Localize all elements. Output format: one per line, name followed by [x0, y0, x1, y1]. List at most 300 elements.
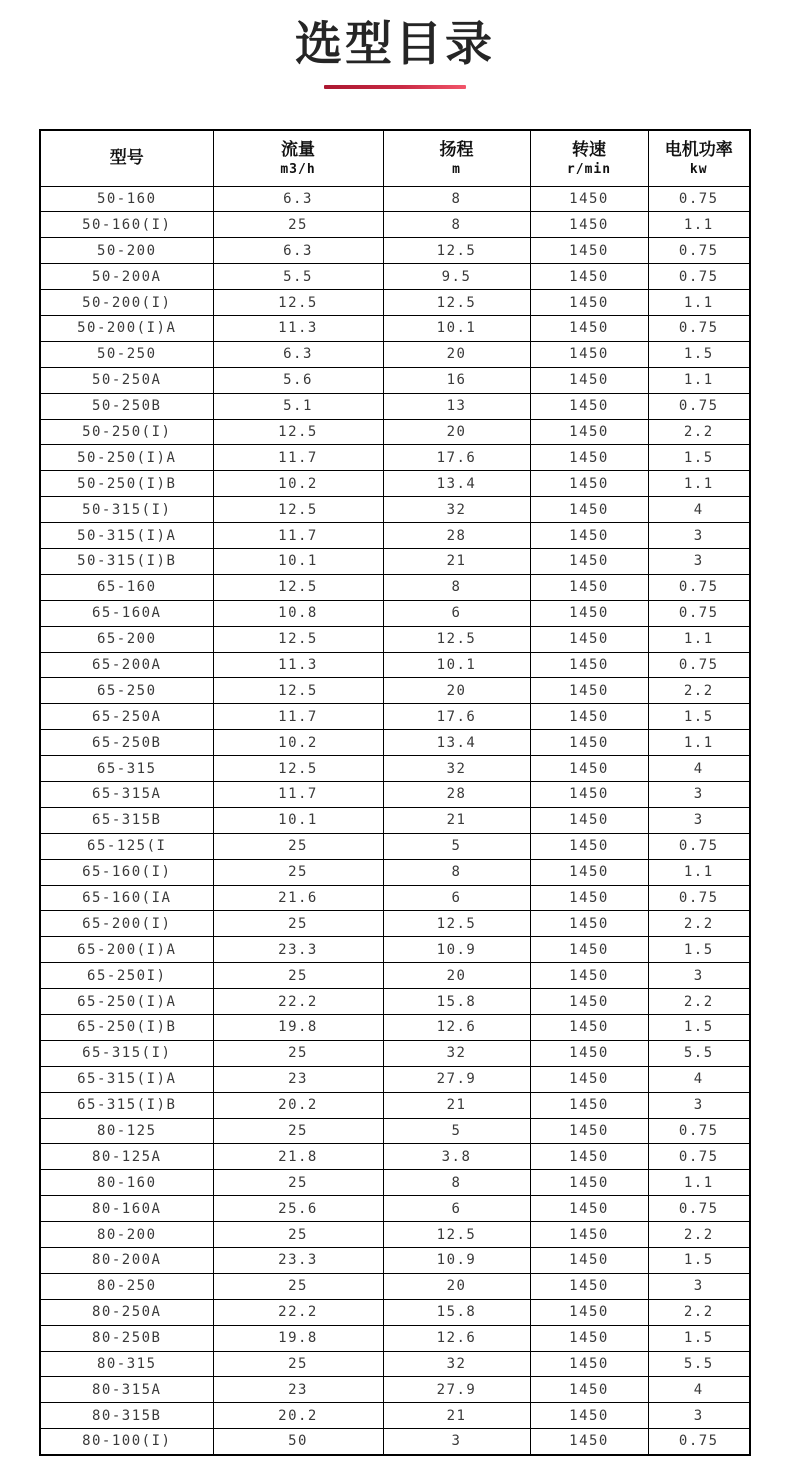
cell-head: 13.4 — [383, 730, 530, 756]
table-row — [40, 626, 750, 652]
table-row — [40, 781, 750, 807]
cell-power: 4 — [648, 1377, 750, 1403]
table-row — [40, 1222, 750, 1248]
table-row — [40, 1040, 750, 1066]
cell-model: 50-250 — [40, 341, 213, 367]
cell-model: 65-315 — [40, 756, 213, 782]
cell-speed: 1450 — [530, 807, 648, 833]
cell-head: 6 — [383, 1196, 530, 1222]
cell-power: 2.2 — [648, 1299, 750, 1325]
cell-power: 0.75 — [648, 833, 750, 859]
cell-head: 6 — [383, 885, 530, 911]
cell-power: 1.1 — [648, 367, 750, 393]
cell-power: 1.5 — [648, 1325, 750, 1351]
cell-flow: 23.3 — [213, 937, 383, 963]
cell-speed: 1450 — [530, 1377, 648, 1403]
cell-head: 20 — [383, 341, 530, 367]
cell-head: 9.5 — [383, 264, 530, 290]
cell-flow: 11.3 — [213, 652, 383, 678]
cell-model: 50-160 — [40, 186, 213, 212]
table-row — [40, 1377, 750, 1403]
table-row — [40, 1351, 750, 1377]
table-row — [40, 730, 750, 756]
cell-flow: 25 — [213, 1273, 383, 1299]
table-row — [40, 600, 750, 626]
col-header-unit: kw — [689, 161, 708, 177]
table-row — [40, 652, 750, 678]
cell-flow: 12.5 — [213, 497, 383, 523]
cell-head: 16 — [383, 367, 530, 393]
col-header-power — [648, 130, 750, 186]
cell-head: 5 — [383, 833, 530, 859]
cell-model: 65-200 — [40, 626, 213, 652]
cell-model: 80-315A — [40, 1377, 213, 1403]
table-row — [40, 1273, 750, 1299]
cell-flow: 22.2 — [213, 989, 383, 1015]
cell-model: 80-250A — [40, 1299, 213, 1325]
table-header-row — [40, 130, 750, 186]
cell-flow: 25 — [213, 1351, 383, 1377]
cell-flow: 25.6 — [213, 1196, 383, 1222]
cell-model: 80-200A — [40, 1248, 213, 1274]
cell-flow: 12.5 — [213, 756, 383, 782]
cell-power: 0.75 — [648, 652, 750, 678]
cell-flow: 20.2 — [213, 1092, 383, 1118]
cell-head: 13 — [383, 393, 530, 419]
cell-power: 0.75 — [648, 1429, 750, 1455]
cell-power: 2.2 — [648, 989, 750, 1015]
cell-model: 65-315(I)B — [40, 1092, 213, 1118]
cell-speed: 1450 — [530, 497, 648, 523]
cell-head: 12.6 — [383, 1325, 530, 1351]
cell-power: 1.1 — [648, 290, 750, 316]
cell-speed: 1450 — [530, 1015, 648, 1041]
cell-flow: 25 — [213, 212, 383, 238]
table-row — [40, 937, 750, 963]
cell-speed: 1450 — [530, 1403, 648, 1429]
cell-head: 21 — [383, 1403, 530, 1429]
cell-model: 80-100(I) — [40, 1429, 213, 1455]
cell-head: 10.1 — [383, 315, 530, 341]
table-body — [40, 186, 750, 1455]
table-row — [40, 367, 750, 393]
cell-head: 8 — [383, 859, 530, 885]
cell-model: 65-315B — [40, 807, 213, 833]
col-header-speed — [530, 130, 648, 186]
cell-head: 15.8 — [383, 989, 530, 1015]
table-row — [40, 1248, 750, 1274]
cell-model: 65-200(I)A — [40, 937, 213, 963]
cell-flow: 21.8 — [213, 1144, 383, 1170]
cell-head: 8 — [383, 1170, 530, 1196]
table-header — [40, 130, 750, 186]
table-row — [40, 264, 750, 290]
cell-speed: 1450 — [530, 1196, 648, 1222]
cell-flow: 10.1 — [213, 807, 383, 833]
cell-model: 65-250A — [40, 704, 213, 730]
table-row — [40, 1325, 750, 1351]
cell-flow: 6.3 — [213, 186, 383, 212]
cell-model: 50-250(I) — [40, 419, 213, 445]
cell-head: 27.9 — [383, 1066, 530, 1092]
cell-speed: 1450 — [530, 264, 648, 290]
cell-speed: 1450 — [530, 989, 648, 1015]
cell-power: 1.5 — [648, 445, 750, 471]
cell-head: 12.6 — [383, 1015, 530, 1041]
cell-speed: 1450 — [530, 1299, 648, 1325]
cell-head: 27.9 — [383, 1377, 530, 1403]
table-row — [40, 704, 750, 730]
table-row — [40, 548, 750, 574]
cell-speed: 1450 — [530, 678, 648, 704]
cell-speed: 1450 — [530, 626, 648, 652]
cell-power: 0.75 — [648, 1118, 750, 1144]
cell-head: 5 — [383, 1118, 530, 1144]
cell-flow: 10.8 — [213, 600, 383, 626]
cell-head: 28 — [383, 781, 530, 807]
cell-speed: 1450 — [530, 471, 648, 497]
cell-head: 32 — [383, 756, 530, 782]
cell-power: 0.75 — [648, 574, 750, 600]
cell-power: 5.5 — [648, 1040, 750, 1066]
cell-flow: 20.2 — [213, 1403, 383, 1429]
cell-speed: 1450 — [530, 833, 648, 859]
cell-speed: 1450 — [530, 1351, 648, 1377]
table-row — [40, 341, 750, 367]
cell-model: 65-315(I) — [40, 1040, 213, 1066]
table-row — [40, 989, 750, 1015]
cell-speed: 1450 — [530, 652, 648, 678]
cell-speed: 1450 — [530, 1222, 648, 1248]
col-header-label: 扬程 — [439, 140, 474, 161]
table-row — [40, 1196, 750, 1222]
cell-speed: 1450 — [530, 315, 648, 341]
cell-head: 17.6 — [383, 704, 530, 730]
cell-power: 1.1 — [648, 471, 750, 497]
cell-head: 8 — [383, 574, 530, 600]
cell-model: 50-250(I)A — [40, 445, 213, 471]
cell-model: 80-160 — [40, 1170, 213, 1196]
col-header-flow — [213, 130, 383, 186]
cell-speed: 1450 — [530, 238, 648, 264]
cell-speed: 1450 — [530, 1325, 648, 1351]
table-row — [40, 911, 750, 937]
cell-model: 65-160 — [40, 574, 213, 600]
cell-speed: 1450 — [530, 911, 648, 937]
cell-model: 50-315(I) — [40, 497, 213, 523]
cell-flow: 5.1 — [213, 393, 383, 419]
cell-model: 65-250B — [40, 730, 213, 756]
cell-power: 1.5 — [648, 1248, 750, 1274]
cell-flow: 12.5 — [213, 626, 383, 652]
table-row — [40, 574, 750, 600]
cell-model: 50-250B — [40, 393, 213, 419]
cell-power: 4 — [648, 1066, 750, 1092]
col-header-label: 流量 — [281, 140, 315, 161]
cell-head: 8 — [383, 186, 530, 212]
cell-power: 1.1 — [648, 730, 750, 756]
cell-head: 32 — [383, 1040, 530, 1066]
cell-flow: 12.5 — [213, 678, 383, 704]
cell-power: 3 — [648, 1273, 750, 1299]
cell-power: 0.75 — [648, 600, 750, 626]
cell-head: 3.8 — [383, 1144, 530, 1170]
cell-power: 3 — [648, 1092, 750, 1118]
cell-power: 0.75 — [648, 393, 750, 419]
table-row — [40, 212, 750, 238]
cell-head: 3 — [383, 1429, 530, 1455]
cell-head: 10.9 — [383, 1248, 530, 1274]
cell-flow: 23 — [213, 1066, 383, 1092]
cell-flow: 25 — [213, 911, 383, 937]
cell-model: 65-250I) — [40, 963, 213, 989]
table-row — [40, 1118, 750, 1144]
cell-speed: 1450 — [530, 290, 648, 316]
table-row — [40, 1170, 750, 1196]
cell-speed: 1450 — [530, 445, 648, 471]
cell-speed: 1450 — [530, 1429, 648, 1455]
cell-power: 1.1 — [648, 212, 750, 238]
cell-model: 65-250(I)A — [40, 989, 213, 1015]
cell-model: 50-200A — [40, 264, 213, 290]
cell-model: 50-315(I)B — [40, 548, 213, 574]
cell-flow: 11.7 — [213, 781, 383, 807]
cell-model: 50-200 — [40, 238, 213, 264]
cell-flow: 21.6 — [213, 885, 383, 911]
cell-flow: 50 — [213, 1429, 383, 1455]
cell-model: 65-200(I) — [40, 911, 213, 937]
cell-power: 1.1 — [648, 859, 750, 885]
cell-flow: 5.5 — [213, 264, 383, 290]
cell-model: 80-250B — [40, 1325, 213, 1351]
cell-model: 80-125A — [40, 1144, 213, 1170]
cell-power: 1.5 — [648, 1015, 750, 1041]
cell-model: 80-315 — [40, 1351, 213, 1377]
cell-model: 65-315A — [40, 781, 213, 807]
table-row — [40, 859, 750, 885]
cell-flow: 10.2 — [213, 471, 383, 497]
cell-model: 50-200(I)A — [40, 315, 213, 341]
cell-model: 50-160(I) — [40, 212, 213, 238]
table-row — [40, 1299, 750, 1325]
cell-power: 0.75 — [648, 1196, 750, 1222]
cell-flow: 11.3 — [213, 315, 383, 341]
cell-head: 28 — [383, 523, 530, 549]
cell-model: 65-315(I)A — [40, 1066, 213, 1092]
cell-head: 13.4 — [383, 471, 530, 497]
cell-model: 80-160A — [40, 1196, 213, 1222]
cell-speed: 1450 — [530, 730, 648, 756]
cell-power: 3 — [648, 963, 750, 989]
table-row — [40, 419, 750, 445]
cell-speed: 1450 — [530, 937, 648, 963]
cell-power: 0.75 — [648, 315, 750, 341]
cell-model: 65-250(I)B — [40, 1015, 213, 1041]
table-row — [40, 1144, 750, 1170]
table-row — [40, 756, 750, 782]
cell-power: 5.5 — [648, 1351, 750, 1377]
cell-head: 6 — [383, 600, 530, 626]
table-row — [40, 445, 750, 471]
cell-flow: 10.1 — [213, 548, 383, 574]
cell-model: 65-125(I — [40, 833, 213, 859]
cell-flow: 11.7 — [213, 523, 383, 549]
cell-speed: 1450 — [530, 1066, 648, 1092]
cell-head: 10.9 — [383, 937, 530, 963]
cell-power: 0.75 — [648, 1144, 750, 1170]
table-row — [40, 678, 750, 704]
cell-speed: 1450 — [530, 523, 648, 549]
cell-speed: 1450 — [530, 704, 648, 730]
cell-model: 65-250 — [40, 678, 213, 704]
table-row — [40, 807, 750, 833]
table-row — [40, 497, 750, 523]
cell-speed: 1450 — [530, 963, 648, 989]
cell-power: 4 — [648, 497, 750, 523]
cell-head: 20 — [383, 419, 530, 445]
cell-power: 0.75 — [648, 264, 750, 290]
cell-speed: 1450 — [530, 756, 648, 782]
cell-head: 20 — [383, 1273, 530, 1299]
cell-model: 65-160A — [40, 600, 213, 626]
cell-power: 0.75 — [648, 885, 750, 911]
cell-speed: 1450 — [530, 419, 648, 445]
cell-speed: 1450 — [530, 781, 648, 807]
cell-power: 1.1 — [648, 626, 750, 652]
cell-flow: 19.8 — [213, 1015, 383, 1041]
table-row — [40, 471, 750, 497]
cell-model: 50-200(I) — [40, 290, 213, 316]
cell-flow: 12.5 — [213, 290, 383, 316]
cell-flow: 25 — [213, 1170, 383, 1196]
cell-power: 3 — [648, 548, 750, 574]
cell-flow: 23.3 — [213, 1248, 383, 1274]
cell-flow: 11.7 — [213, 445, 383, 471]
cell-flow: 6.3 — [213, 238, 383, 264]
cell-flow: 25 — [213, 1222, 383, 1248]
table-row — [40, 186, 750, 212]
cell-power: 1.1 — [648, 1170, 750, 1196]
col-header-unit: m3/h — [280, 161, 316, 177]
cell-speed: 1450 — [530, 1273, 648, 1299]
col-header-model — [40, 130, 213, 186]
cell-power: 1.5 — [648, 341, 750, 367]
cell-speed: 1450 — [530, 1248, 648, 1274]
table-row — [40, 1403, 750, 1429]
cell-head: 21 — [383, 1092, 530, 1118]
cell-flow: 5.6 — [213, 367, 383, 393]
table-row — [40, 833, 750, 859]
cell-speed: 1450 — [530, 341, 648, 367]
cell-model: 50-315(I)A — [40, 523, 213, 549]
cell-flow: 23 — [213, 1377, 383, 1403]
table-row — [40, 1092, 750, 1118]
cell-power: 4 — [648, 756, 750, 782]
cell-model: 65-160(I) — [40, 859, 213, 885]
col-header-label: 转速 — [572, 140, 606, 161]
cell-speed: 1450 — [530, 1040, 648, 1066]
cell-flow: 22.2 — [213, 1299, 383, 1325]
cell-speed: 1450 — [530, 574, 648, 600]
cell-speed: 1450 — [530, 600, 648, 626]
cell-power: 2.2 — [648, 678, 750, 704]
cell-model: 80-200 — [40, 1222, 213, 1248]
cell-head: 12.5 — [383, 911, 530, 937]
cell-speed: 1450 — [530, 1092, 648, 1118]
col-header-label: 型号 — [109, 148, 144, 169]
cell-flow: 25 — [213, 1040, 383, 1066]
cell-head: 12.5 — [383, 1222, 530, 1248]
cell-model: 65-200A — [40, 652, 213, 678]
cell-power: 1.5 — [648, 704, 750, 730]
table-row — [40, 1066, 750, 1092]
cell-power: 2.2 — [648, 1222, 750, 1248]
table-row — [40, 315, 750, 341]
cell-speed: 1450 — [530, 885, 648, 911]
pump-selection-table — [39, 129, 751, 1456]
table-row — [40, 523, 750, 549]
cell-speed: 1450 — [530, 859, 648, 885]
cell-speed: 1450 — [530, 548, 648, 574]
cell-speed: 1450 — [530, 1118, 648, 1144]
cell-power: 0.75 — [648, 186, 750, 212]
cell-power: 3 — [648, 781, 750, 807]
cell-power: 0.75 — [648, 238, 750, 264]
cell-speed: 1450 — [530, 367, 648, 393]
cell-head: 20 — [383, 678, 530, 704]
cell-model: 65-160(IA — [40, 885, 213, 911]
col-header-unit: r/min — [566, 161, 612, 177]
cell-flow: 25 — [213, 833, 383, 859]
table-row — [40, 963, 750, 989]
cell-head: 12.5 — [383, 238, 530, 264]
cell-model: 80-250 — [40, 1273, 213, 1299]
cell-speed: 1450 — [530, 186, 648, 212]
title-underline-accent — [324, 85, 466, 89]
table-row — [40, 290, 750, 316]
cell-head: 8 — [383, 212, 530, 238]
cell-speed: 1450 — [530, 212, 648, 238]
col-header-unit: m — [452, 161, 461, 177]
cell-head: 17.6 — [383, 445, 530, 471]
cell-model: 50-250(I)B — [40, 471, 213, 497]
cell-power: 3 — [648, 807, 750, 833]
table-row — [40, 1015, 750, 1041]
cell-head: 12.5 — [383, 290, 530, 316]
cell-head: 15.8 — [383, 1299, 530, 1325]
cell-flow: 19.8 — [213, 1325, 383, 1351]
cell-speed: 1450 — [530, 1170, 648, 1196]
cell-power: 3 — [648, 523, 750, 549]
cell-power: 3 — [648, 1403, 750, 1429]
table-row — [40, 1429, 750, 1455]
cell-head: 20 — [383, 963, 530, 989]
cell-head: 21 — [383, 548, 530, 574]
cell-model: 80-315B — [40, 1403, 213, 1429]
cell-head: 12.5 — [383, 626, 530, 652]
cell-speed: 1450 — [530, 1144, 648, 1170]
cell-flow: 25 — [213, 963, 383, 989]
cell-power: 1.5 — [648, 937, 750, 963]
col-header-head — [383, 130, 530, 186]
cell-flow: 12.5 — [213, 574, 383, 600]
cell-model: 80-125 — [40, 1118, 213, 1144]
cell-flow: 11.7 — [213, 704, 383, 730]
cell-power: 2.2 — [648, 419, 750, 445]
page-title: 选型目录 — [295, 17, 495, 72]
cell-speed: 1450 — [530, 393, 648, 419]
cell-head: 21 — [383, 807, 530, 833]
